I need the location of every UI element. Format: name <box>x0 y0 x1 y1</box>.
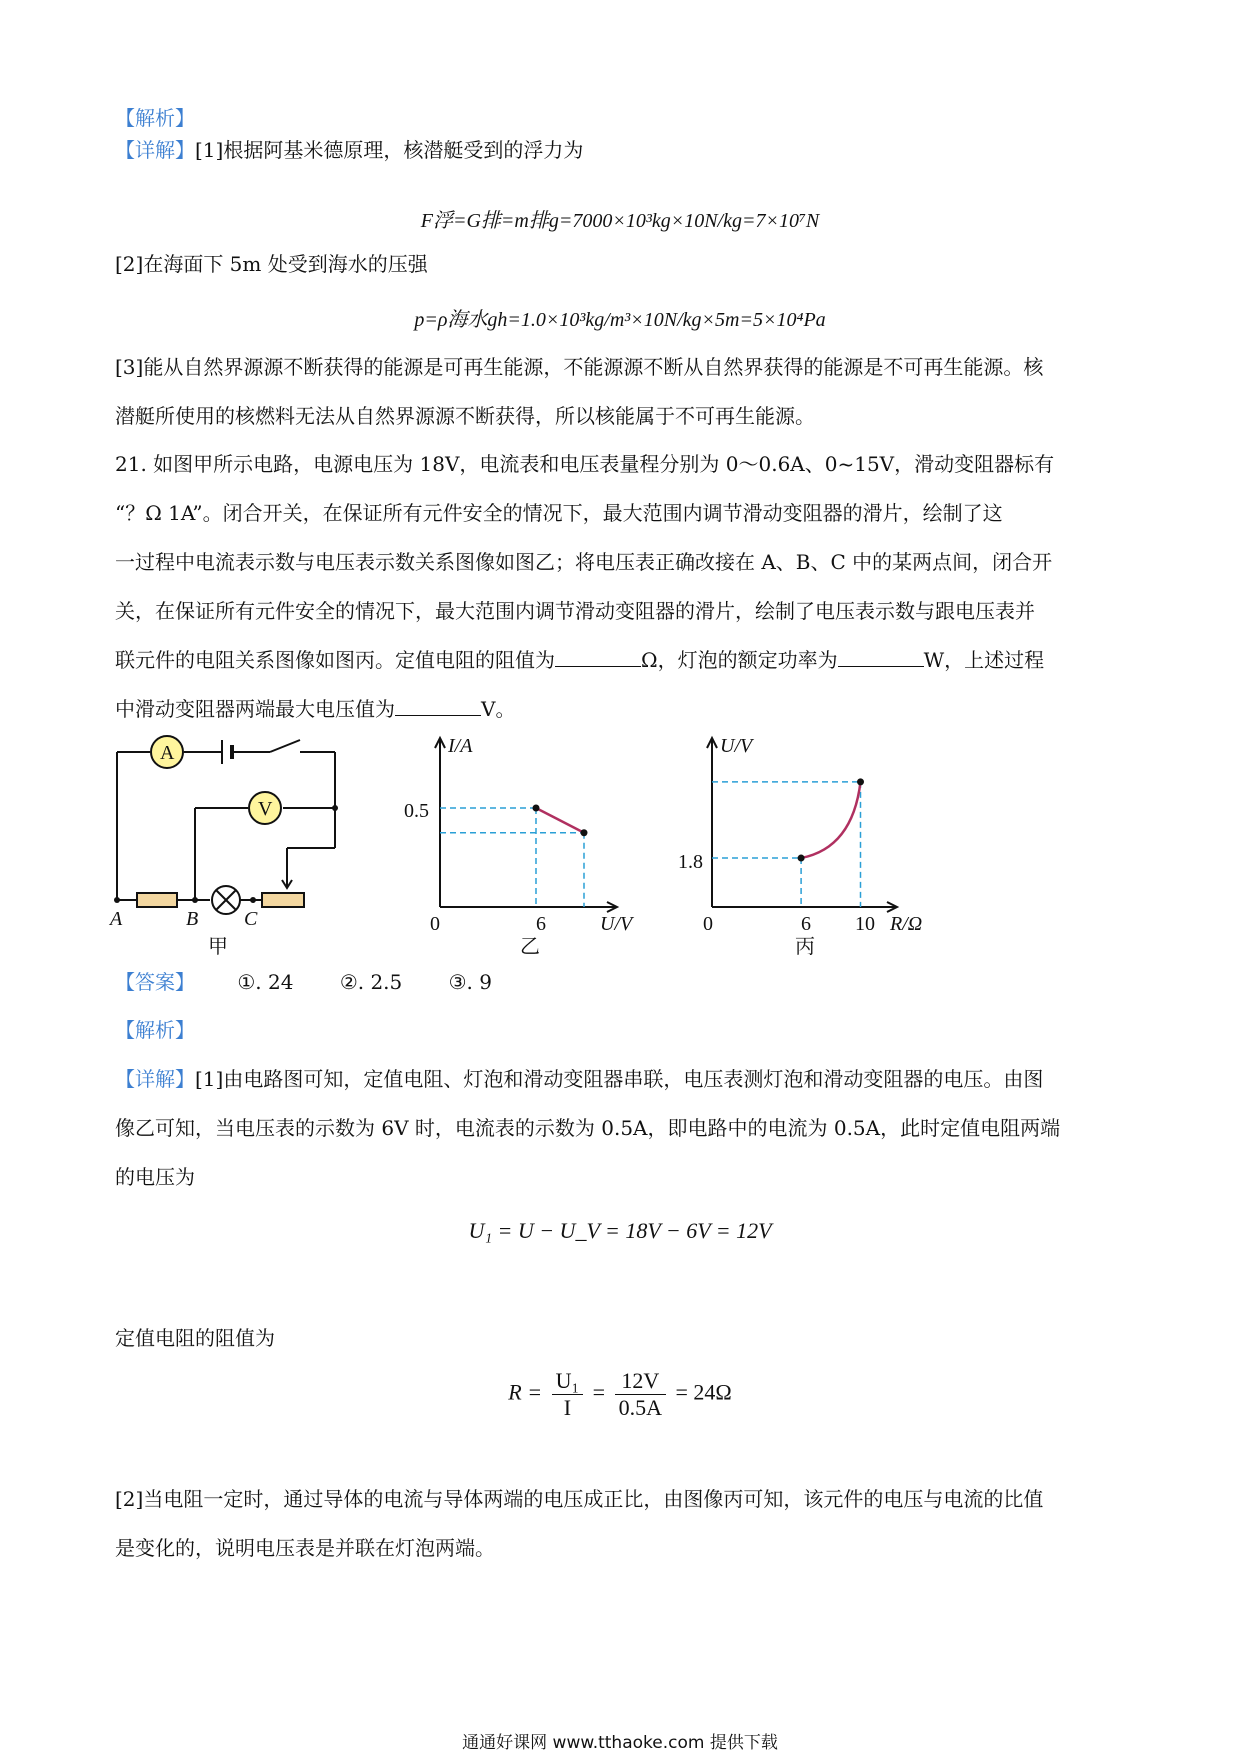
yi-origin: 0 <box>430 913 440 935</box>
bing-xtick-10: 10 <box>855 913 875 935</box>
bing-ylabel: U/V <box>720 735 753 757</box>
yi-ylabel: I/A <box>448 735 473 757</box>
bing-xtick-6: 6 <box>801 913 811 935</box>
paragraph: [2]当电阻一定时，通过导体的电流与导体两端的电压成正比，由图像丙可知，该元件的电压与电流的比值 <box>115 1487 1044 1511</box>
yi-point <box>581 829 588 836</box>
footer: 通通好课网 www.tthaoke.com 提供下载 <box>462 1733 778 1753</box>
answer-blank <box>555 648 641 667</box>
point-b-label: B <box>186 908 199 930</box>
point-c-label: C <box>244 908 258 930</box>
paragraph: 的电压为 <box>115 1165 195 1189</box>
paragraph: [3]能从自然界源源不断获得的能源是可再生能源，不能源源不断从自然界获得的能源是不可再生能源。核 <box>115 355 1044 379</box>
jiexi-heading-1: 【解析】 <box>115 106 195 130</box>
question-line: 中滑动变阻器两端最大电压值为 V。 <box>115 697 516 721</box>
graph-bing <box>678 735 922 958</box>
ammeter-label: A <box>160 742 175 764</box>
paragraph: 潜艇所使用的核燃料无法从自然界源源不断获得，所以核能属于不可再生能源。 <box>115 404 815 428</box>
bing-series-curve <box>801 782 860 858</box>
yi-point <box>533 805 540 812</box>
question-line: 一过程中电流表示数与电压表示数关系图像如图乙；将电压表正确改接在 A、B、C 中的某两点间，闭合开 <box>115 550 1053 574</box>
bing-point <box>857 778 864 785</box>
yi-xlabel: U/V <box>600 913 633 935</box>
caption-bing: 丙 <box>795 936 815 958</box>
formula-resistance: R = $\frac{\text{U₁}}{I}$ = $\frac{12V}{0.5A}$ = 24Ω <box>508 1368 732 1420</box>
point-a-label: A <box>110 908 123 930</box>
formula-voltage: U₁ = U − U_V = 18V − 6V = 12V <box>468 1218 772 1243</box>
paragraph: [2]在海面下 5m 处受到海水的压强 <box>115 252 428 276</box>
graph-yi <box>404 735 635 958</box>
caption-yi: 乙 <box>520 936 540 958</box>
question-line: “？Ω 1A”。闭合开关，在保证所有元件安全的情况下，最大范围内调节滑动变阻器的滑片，绘制了这 <box>115 501 1003 525</box>
question-line: 联元件的电阻关系图像如图丙。定值电阻的阻值为 Ω，灯泡的额定功率为 W，上述过程 <box>115 648 1045 672</box>
bing-origin: 0 <box>703 913 713 935</box>
bing-ytick: 1.8 <box>678 851 703 873</box>
formula-pressure: p=ρ海水gh=1.0×10³kg/m³×10N/kg×5m=5×10⁴Pa <box>414 309 826 331</box>
bing-xlabel: R/Ω <box>890 913 923 935</box>
figures <box>0 720 1240 970</box>
paragraph: 【详解】[1]根据阿基米德原理，核潜艇受到的浮力为 <box>115 138 584 162</box>
jiexi-heading-2: 【解析】 <box>115 1018 195 1042</box>
voltmeter-label: V <box>258 798 273 820</box>
caption-jia: 甲 <box>208 936 228 958</box>
bing-point <box>798 855 805 862</box>
yi-ytick: 0.5 <box>404 800 429 822</box>
fraction: $\frac{12V}{0.5A}$ <box>615 1368 666 1421</box>
question-line: 关，在保证所有元件安全的情况下，最大范围内调节滑动变阻器的滑片，绘制了电压表示数与跟电压表并 <box>115 599 1035 623</box>
answer-blank <box>838 648 924 667</box>
paragraph: 像乙可知，当电压表的示数为 6V 时，电流表的示数为 0.5A，即电路中的电流为 0.5A，此时定值电阻两端 <box>115 1116 1061 1140</box>
question-line: 21. 如图甲所示电路，电源电压为 18V，电流表和电压表量程分别为 0～0.6A、0~15V，滑动变阻器标有 <box>115 452 1055 476</box>
answer-line: 【答案】 ①. 24 ②. 2.5 ③. 9 <box>115 970 492 994</box>
formula-buoyancy: F浮=G排=m排g=7000×10³kg×10N/kg=7×10⁷N <box>420 210 820 232</box>
yi-xtick: 6 <box>536 913 546 935</box>
paragraph: 是变化的，说明电压表是并联在灯泡两端。 <box>115 1536 495 1560</box>
fraction: $\frac{\text{U₁}}{I}$ <box>552 1368 584 1421</box>
yi-series-line <box>536 808 584 833</box>
paragraph: 定值电阻的阻值为 <box>115 1326 275 1350</box>
paragraph: 【详解】[1]由电路图可知，定值电阻、灯泡和滑动变阻器串联，电压表测灯泡和滑动变阻器的电压。由图 <box>115 1067 1044 1091</box>
circuit-diagram <box>117 736 335 914</box>
answer-blank <box>395 697 481 716</box>
